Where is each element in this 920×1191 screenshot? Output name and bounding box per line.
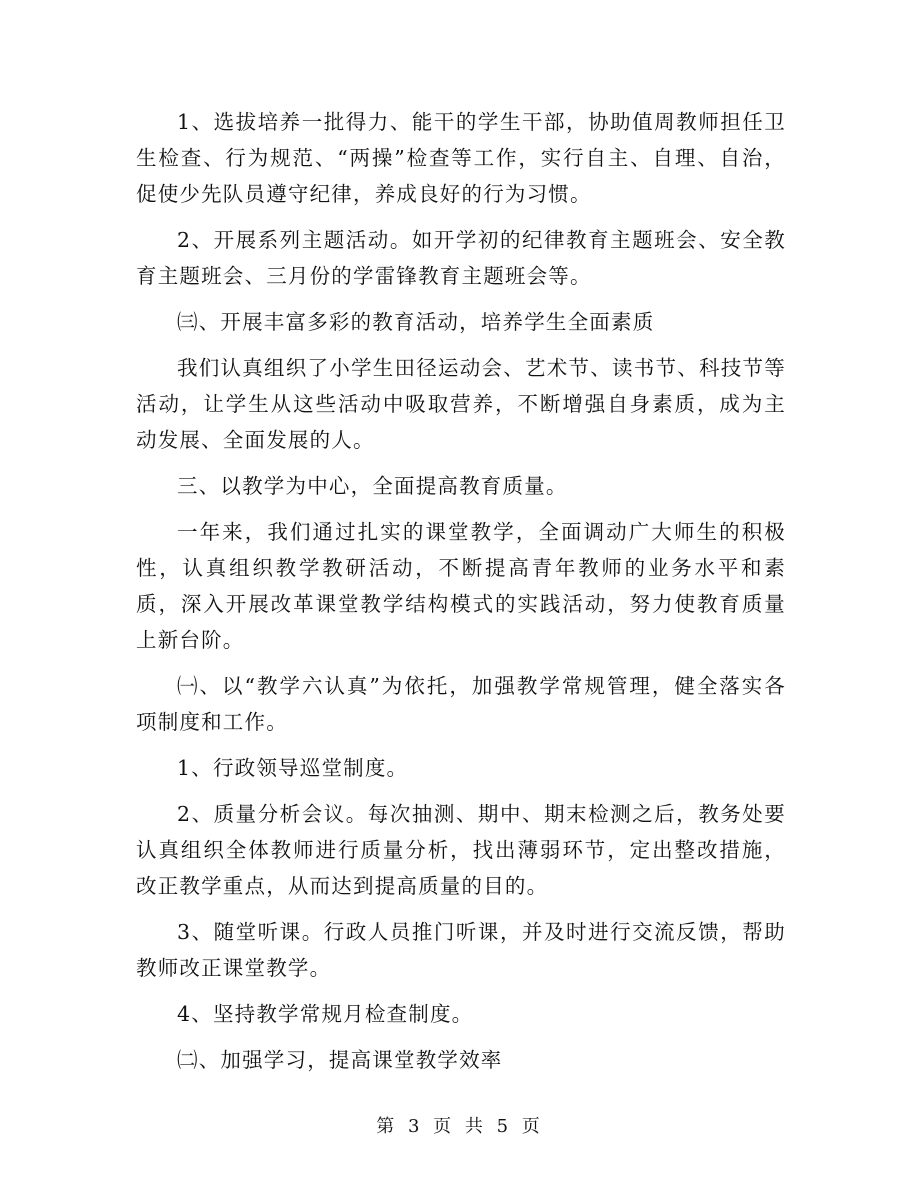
paragraph-11: 4、坚持教学常规月检查制度。 xyxy=(177,1002,474,1026)
paragraph-4: 我们认真组织了小学生田径运动会、艺术节、读书节、科技节等活动，让学生从这些活动中吸取营养，不断增强自身素质，成为主动发展、全面发展的人。 xyxy=(136,356,786,452)
paragraph-5: 三、以教学为中心，全面提高教育质量。 xyxy=(177,474,568,498)
document-body xyxy=(136,104,786,1088)
paragraph-1: 1、选拔培养一批得力、能干的学生干部，协助值周教师担任卫生检查、行为规范、“两操”检查等工作，实行自主、自理、自治，促使少先队员遵守纪律，养成良好的行为习惯。 xyxy=(136,110,786,206)
paragraph-10: 3、随堂听课。行政人员推门听课，并及时进行交流反馈，帮助教师改正课堂教学。 xyxy=(136,920,786,980)
page-footer: 第 3 页 共 5 页 xyxy=(376,1116,544,1137)
paragraph-12: ㈡、加强学习，提高课堂教学效率 xyxy=(177,1048,503,1072)
paragraph-3: ㈢、开展丰富多彩的教育活动，培养学生全面素质 xyxy=(177,310,655,334)
paragraph-7: ㈠、以“教学六认真”为依托，加强教学常规管理，健全落实各项制度和工作。 xyxy=(136,674,786,734)
paragraph-8: 1、行政领导巡堂制度。 xyxy=(177,756,409,780)
paragraph-9: 2、质量分析会议。每次抽测、期中、期末检测之后，教务处要认真组织全体教师进行质量分析，找出薄弱环节，定出整改措施，改正教学重点，从而达到提高质量的目的。 xyxy=(136,802,786,898)
paragraph-6: 一年来，我们通过扎实的课堂教学，全面调动广大师生的积极性，认真组织教学教研活动，不断提高青年教师的业务水平和素质，深入开展改革课堂教学结构模式的实践活动，努力使教育质量上新台阶。 xyxy=(136,520,786,652)
paragraph-2: 2、开展系列主题活动。如开学初的纪律教育主题班会、安全教育主题班会、三月份的学雷锋教育主题班会等。 xyxy=(136,228,786,288)
